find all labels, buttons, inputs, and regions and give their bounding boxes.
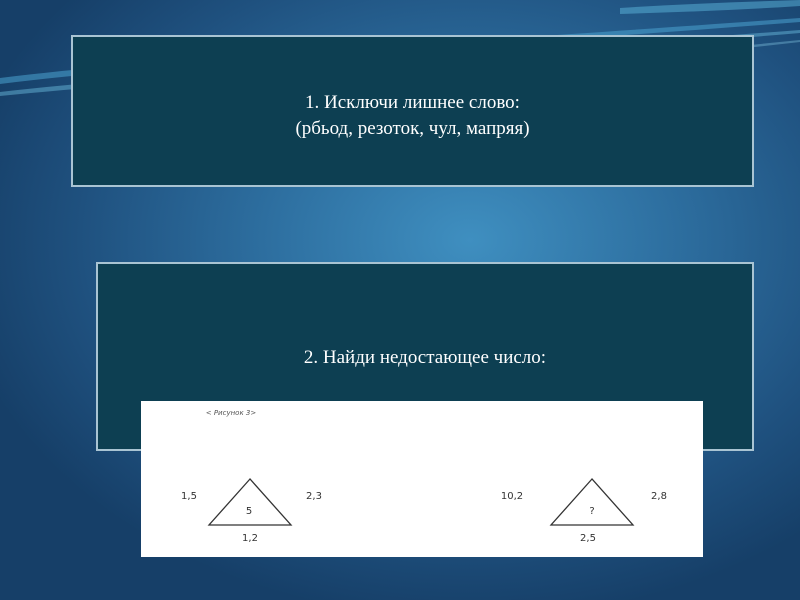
question2-title: 2. Найди недостающее число: <box>303 347 547 368</box>
triangle2-bottom-value: 2,5 <box>580 533 596 544</box>
triangle-1 <box>209 479 291 525</box>
question1-words: (рбьод, резоток, чул, мапряя) <box>295 118 530 139</box>
triangle2-right-value: 2,8 <box>651 491 667 502</box>
triangle1-left-value: 1,5 <box>181 491 197 502</box>
figure-caption: < Рисунок 3> <box>205 409 257 417</box>
puzzle-figure <box>141 401 703 557</box>
triangle1-bottom-value: 1,2 <box>242 533 258 544</box>
triangle1-right-value: 2,3 <box>306 491 322 502</box>
triangle-2 <box>551 479 633 525</box>
question1-box <box>71 35 754 187</box>
triangle2-left-value: 10,2 <box>500 491 524 502</box>
triangle1-center: 5 <box>245 506 253 517</box>
question1-title: 1. Исключи лишнее слово: <box>305 92 520 113</box>
triangle2-center: ? <box>589 506 595 517</box>
triangles-diagram <box>141 401 703 557</box>
